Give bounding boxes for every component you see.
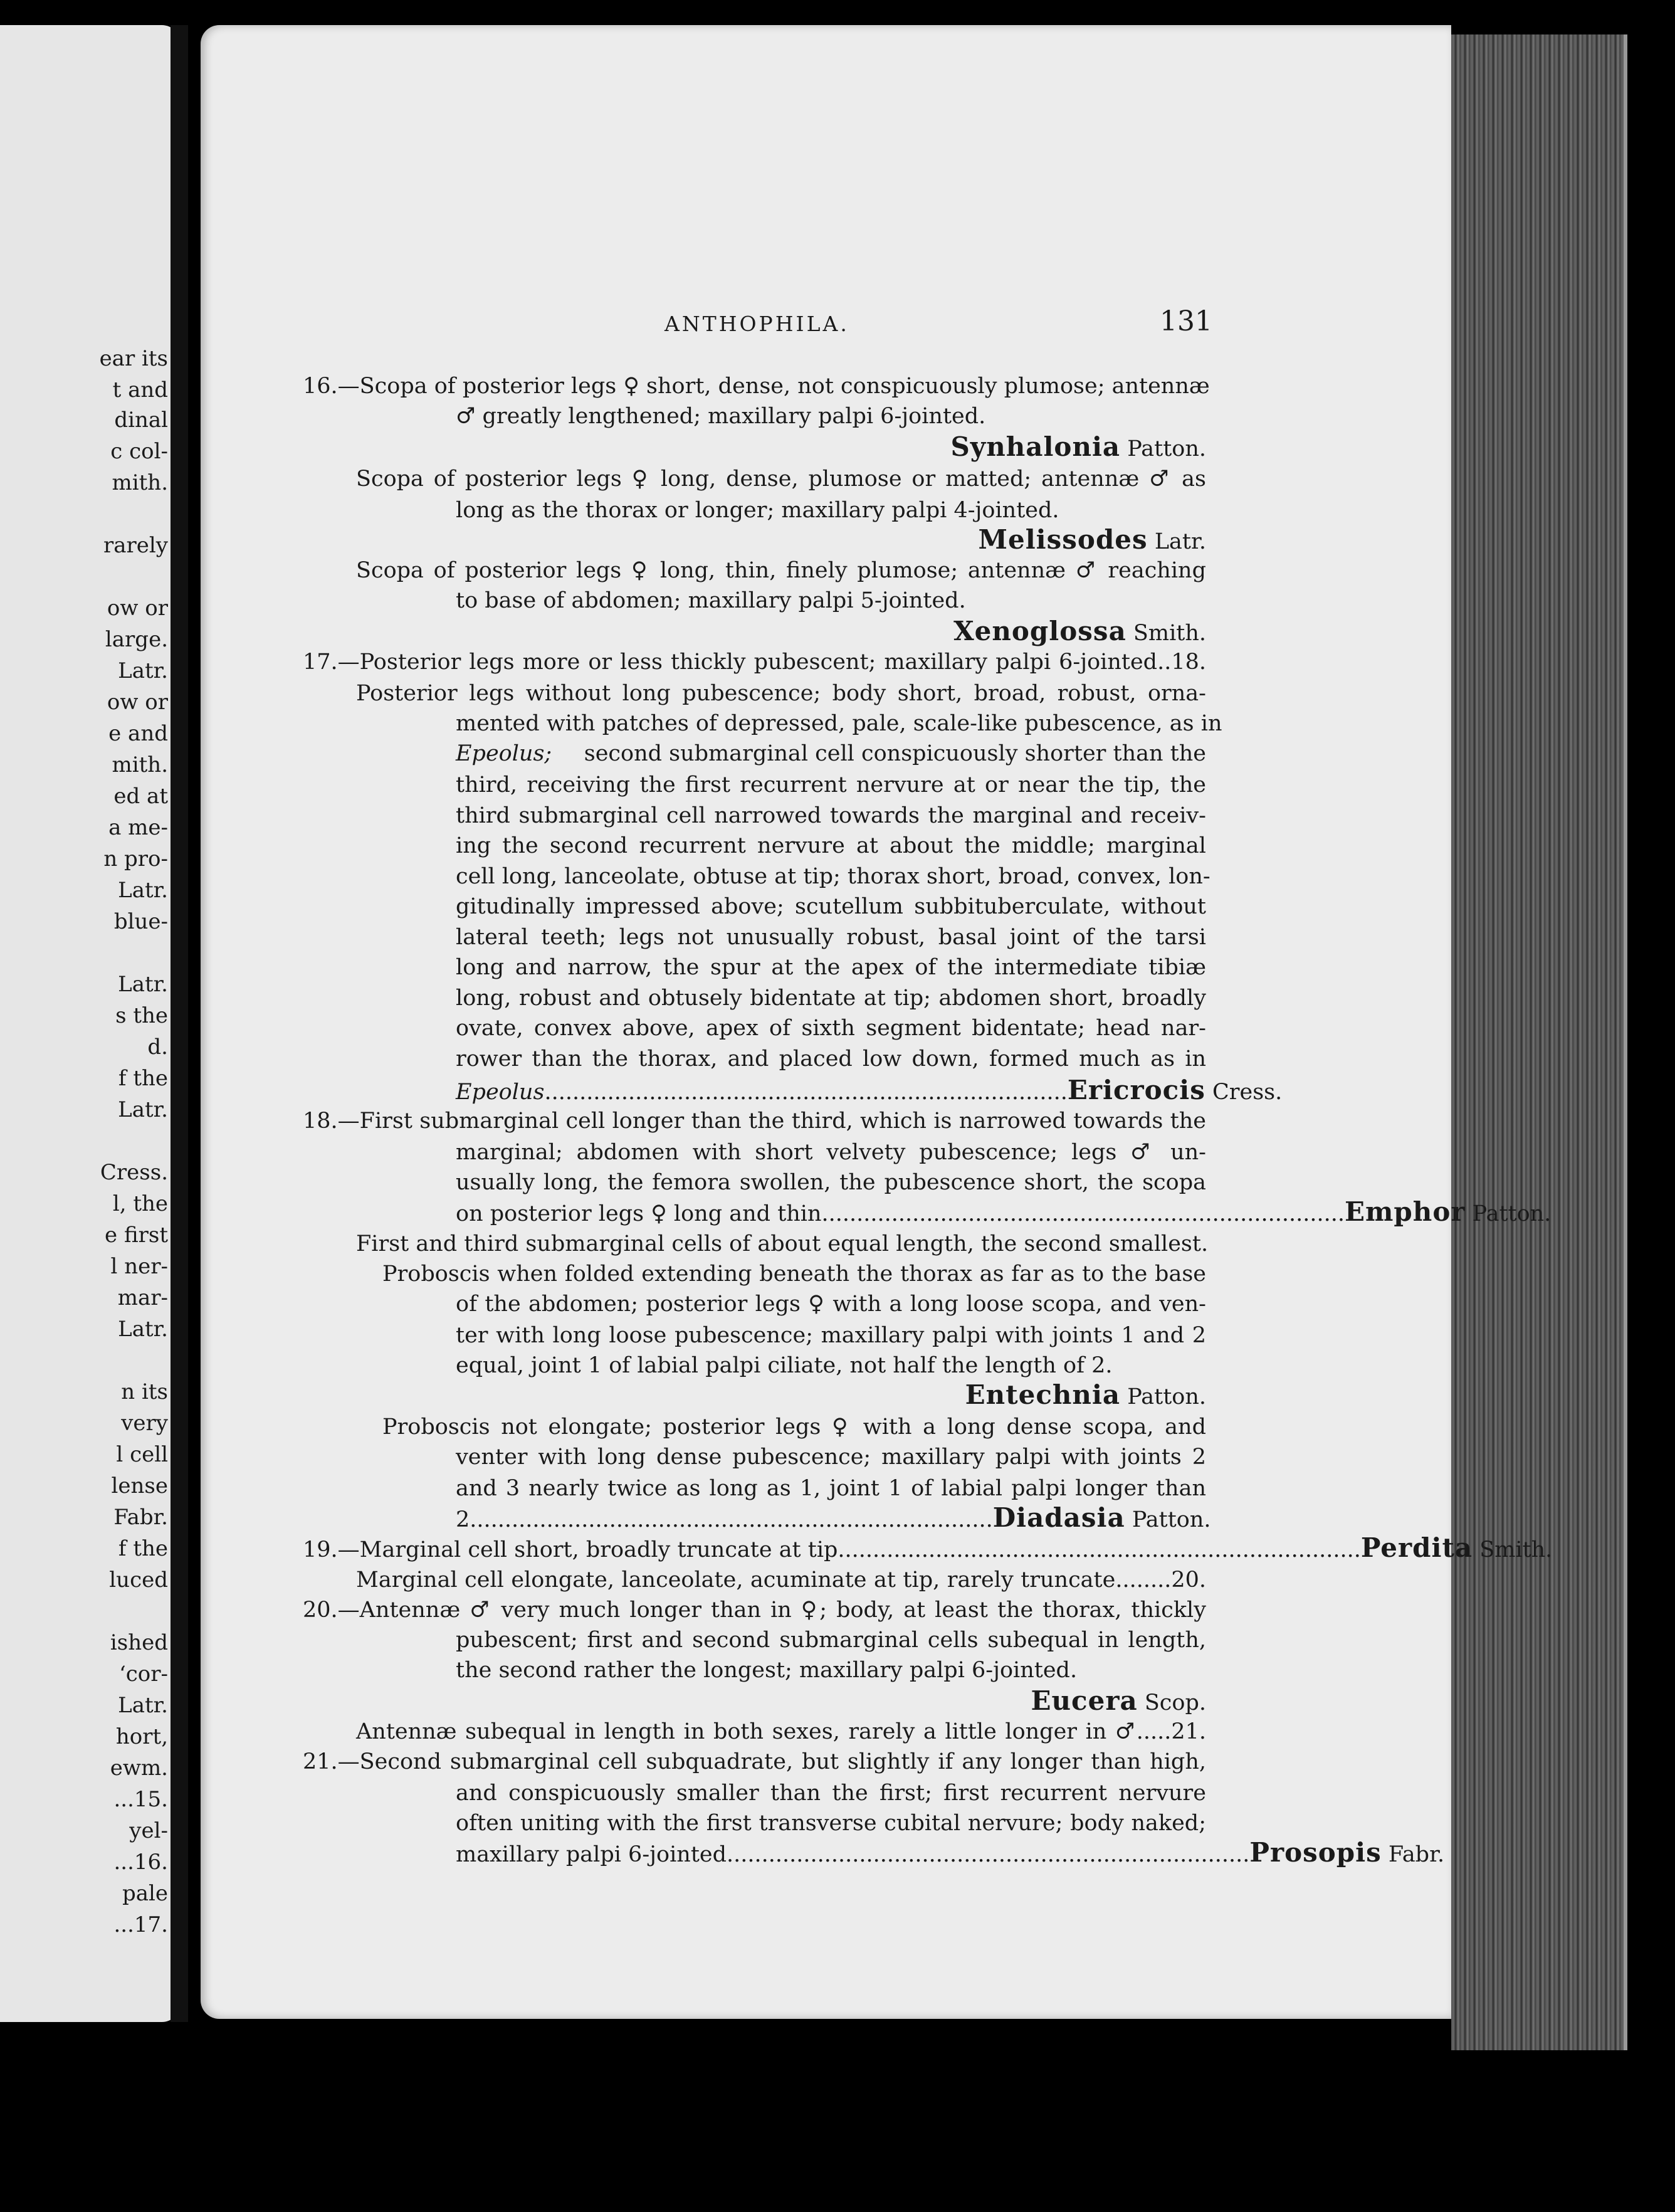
dot-leader: ........................................................................... (470, 1507, 993, 1532)
left-page-fragment: lense (111, 1473, 168, 1498)
text-line: gitudinally impressed above; scutellum subbituberculate, without (456, 894, 1206, 919)
leader-entry (456, 1837, 1445, 1868)
text-line: Proboscis when folded extending beneath the thorax as far as to the base (382, 1261, 1206, 1287)
left-page-fragment: a me- (108, 815, 168, 840)
text-line: ovate, convex above, apex of sixth segment bidentate; head nar- (456, 1016, 1206, 1041)
text-line: long as the thorax or longer; maxillary palpi 4-jointed. (456, 498, 1059, 523)
genus-name: Ericrocis (1067, 1075, 1205, 1105)
text-line: ing the second recurrent nervure at about the middle; marginal (456, 833, 1206, 858)
left-page-fragment: l cell (116, 1442, 168, 1467)
genus-name: Perdita (1360, 1532, 1473, 1563)
genus-entry (978, 524, 1206, 555)
genus-author: Patton. (1120, 436, 1206, 461)
left-page-fragment: Latr. (118, 1693, 168, 1718)
left-page-fragment: Latr. (118, 1097, 168, 1122)
left-page-fragment: f the (118, 1066, 168, 1091)
text-line: rower than the thorax, and placed low down, formed much as in (456, 1046, 1206, 1072)
dot-leader: ........................................................................... (544, 1080, 1068, 1105)
left-page-fragment: Latr. (118, 1317, 168, 1342)
left-page-fragment: pale (122, 1881, 168, 1906)
text-line: Scopa of posterior legs ♀ long, dense, plumose or matted; antennæ ♂ as (356, 466, 1206, 492)
genus-name: Eucera (1031, 1685, 1138, 1716)
left-page-fragment: mith. (112, 752, 168, 777)
leader-entry (456, 1196, 1552, 1227)
left-page-fragment: hort, (115, 1724, 168, 1749)
text-fragment: second submarginal cell conspicuously shorter than the (584, 741, 1206, 766)
left-page-fragment: e and (108, 721, 168, 746)
text-line: third, receiving the first recurrent nervure at or near the tip, the (456, 772, 1206, 798)
left-page-fragment: s the (115, 1003, 168, 1028)
left-page-fragment: ...15. (113, 1787, 168, 1812)
genus-author: Patton. (1465, 1201, 1552, 1226)
genus-name: Diadasia (992, 1502, 1125, 1533)
left-page-fragment: very (121, 1411, 168, 1436)
text-line: First and third submarginal cells of about equal length, the second smallest. (356, 1231, 1209, 1256)
leader-entry (303, 1532, 1553, 1563)
left-page-fragment: ed at (113, 784, 168, 809)
left-page-fragment: c col- (110, 439, 168, 464)
text-line: the second rather the longest; maxillary palpi 6-jointed. (456, 1658, 1078, 1683)
text-line: Scopa of posterior legs ♀ long, thin, finely plumose; antennæ ♂ reaching (356, 558, 1206, 583)
text-line: mented with patches of depressed, pale, scale-like pubescence, as in (456, 711, 1222, 736)
left-page (0, 25, 181, 2022)
entry-text: maxillary palpi 6-jointed (456, 1842, 727, 1867)
text-line (456, 743, 1206, 765)
text-line: long and narrow, the spur at the apex of the intermediate tibiæ (456, 955, 1206, 980)
entry-text: 19.—Marginal cell short, broadly truncate at tip (303, 1537, 838, 1562)
genus-name: Melissodes (978, 524, 1148, 555)
left-page-fragment: blue- (113, 909, 168, 934)
left-page-fragment: ow or (107, 690, 168, 715)
genus-entry (950, 431, 1206, 462)
text-line: 21.—Second submarginal cell subquadrate, but slightly if any longer than high, (303, 1749, 1206, 1774)
genus-author: Fabr. (1381, 1842, 1445, 1867)
text-line: Proboscis not elongate; posterior legs ♀ with a long dense scopa, and (382, 1414, 1206, 1440)
genus-author: Scop. (1137, 1690, 1206, 1715)
text-line: 16.—Scopa of posterior legs ♀ short, dense, not conspicuously plumose; antennæ (303, 374, 1210, 399)
text-line: and conspicuously smaller than the first; first recurrent nervure (456, 1781, 1206, 1806)
left-page-fragment: mar- (117, 1285, 168, 1310)
left-page-fragment: d. (147, 1035, 168, 1060)
leader-entry (456, 1075, 1283, 1105)
text-line: pubescent; first and second submarginal cells subequal in length, (456, 1628, 1206, 1653)
genus-author: Patton. (1125, 1507, 1211, 1532)
left-page-fragment: yel- (129, 1818, 168, 1843)
left-page-fragment: f the (118, 1536, 168, 1561)
dot-leader: ........................................................................... (821, 1201, 1345, 1226)
text-line: 20.—Antennæ ♂ very much longer than in ♀; body, at least the thorax, thickly (303, 1598, 1206, 1623)
text-line: Antennæ subequal in length in both sexes, rarely a little longer in ♂.....21. (356, 1719, 1206, 1744)
genus-name: Prosopis (1249, 1837, 1382, 1868)
text-line: 17.—Posterior legs more or less thickly pubescent; maxillary palpi 6-jointed..18. (303, 650, 1206, 675)
text-line: ♂ greatly lengthened; maxillary palpi 6-jointed. (456, 404, 986, 429)
genus-ref: Epeolus; (456, 741, 552, 766)
left-page-fragment: t and (112, 377, 168, 403)
genus-entry (953, 618, 1206, 645)
text-line: and 3 nearly twice as long as 1, joint 1 of labial palpi longer than (456, 1476, 1206, 1501)
text-line: ter with long loose pubescence; maxillary palpi with joints 1 and 2 (456, 1323, 1206, 1348)
entry-text: on posterior legs ♀ long and thin (456, 1201, 822, 1226)
left-page-fragment: Latr. (118, 972, 168, 997)
text-line: Posterior legs without long pubescence; body short, broad, robust, orna- (356, 681, 1206, 706)
dot-leader: ........................................................................... (727, 1842, 1250, 1867)
left-page-fragment: Latr. (118, 658, 168, 683)
text-line: lateral teeth; legs not unusually robust, basal joint of the tarsi (456, 924, 1206, 950)
left-page-fragment: ewm. (110, 1756, 168, 1781)
book-spine (171, 25, 188, 2022)
text-line: cell long, lanceolate, obtuse at tip; thorax short, broad, convex, lon- (456, 863, 1210, 889)
genus-author: Cress. (1205, 1080, 1283, 1105)
text-line: third submarginal cell narrowed towards the marginal and receiv- (456, 803, 1206, 828)
left-page-fragment: n its (121, 1379, 168, 1404)
left-page-fragment: ...16. (113, 1850, 168, 1875)
left-page-fragment: ow or (107, 596, 168, 621)
left-page-fragment: rarely (103, 533, 168, 558)
genus-name: Xenoglossa (953, 616, 1126, 646)
leader-entry (456, 1502, 1211, 1533)
genus-name: Entechnia (965, 1379, 1121, 1410)
left-page-fragment: dinal (114, 408, 168, 433)
text-line: to base of abdomen; maxillary palpi 5-jointed. (456, 588, 966, 613)
genus-name: Synhalonia (950, 431, 1121, 462)
page-edges (1451, 34, 1627, 2050)
left-page-fragment: Cress. (100, 1160, 168, 1185)
text-line: Marginal cell elongate, lanceolate, acuminate at tip, rarely truncate........20. (356, 1567, 1206, 1593)
running-head: ANTHOPHILA. (664, 312, 849, 336)
left-page-fragment: ished (110, 1630, 168, 1655)
genus-name: Emphor (1344, 1196, 1466, 1227)
text-line: long, robust and obtusely bidentate at tip; abdomen short, broadly (456, 985, 1206, 1011)
text-line: often uniting with the first transverse cubital nervure; body naked; (456, 1811, 1206, 1836)
left-page-fragment: l ner- (110, 1254, 168, 1279)
text-line: of the abdomen; posterior legs ♀ with a long loose scopa, and ven- (456, 1292, 1206, 1317)
left-page-fragment: ear its (99, 346, 168, 371)
text-line: marginal; abdomen with short velvety pubescence; legs ♂ un- (456, 1140, 1206, 1165)
entry-text: 2 (456, 1507, 470, 1532)
left-page-fragment: l, the (112, 1191, 168, 1216)
genus-entry (965, 1379, 1206, 1410)
text-line: venter with long dense pubescence; maxillary palpi with joints 2 (456, 1445, 1206, 1470)
left-page-fragment: Fabr. (113, 1505, 168, 1530)
left-page-fragment: large. (105, 627, 168, 652)
text-line: 18.—First submarginal cell longer than the third, which is narrowed towards the (303, 1109, 1206, 1134)
left-page-fragment: e first (105, 1223, 168, 1248)
genus-author: Patton. (1120, 1384, 1206, 1409)
text-line: usually long, the femora swollen, the pubescence short, the scopa (456, 1170, 1206, 1195)
left-page-fragment: mith. (112, 470, 168, 495)
genus-author: Smith. (1473, 1537, 1553, 1562)
dot-leader: ........................................................................... (838, 1537, 1361, 1562)
entry-text: Epeolus (456, 1080, 545, 1105)
text-line: equal, joint 1 of labial palpi ciliate, not half the length of 2. (456, 1353, 1113, 1378)
left-page-fragment: ‘cor- (118, 1662, 168, 1687)
genus-entry (1031, 1685, 1207, 1716)
left-page-fragment: ...17. (113, 1912, 168, 1937)
genus-author: Smith. (1126, 621, 1206, 646)
left-page-fragment: n pro- (103, 846, 168, 872)
left-page-fragment: luced (109, 1567, 168, 1593)
page-number: 131 (1160, 305, 1212, 337)
left-page-fragment: Latr. (118, 878, 168, 903)
genus-author: Latr. (1147, 529, 1206, 554)
